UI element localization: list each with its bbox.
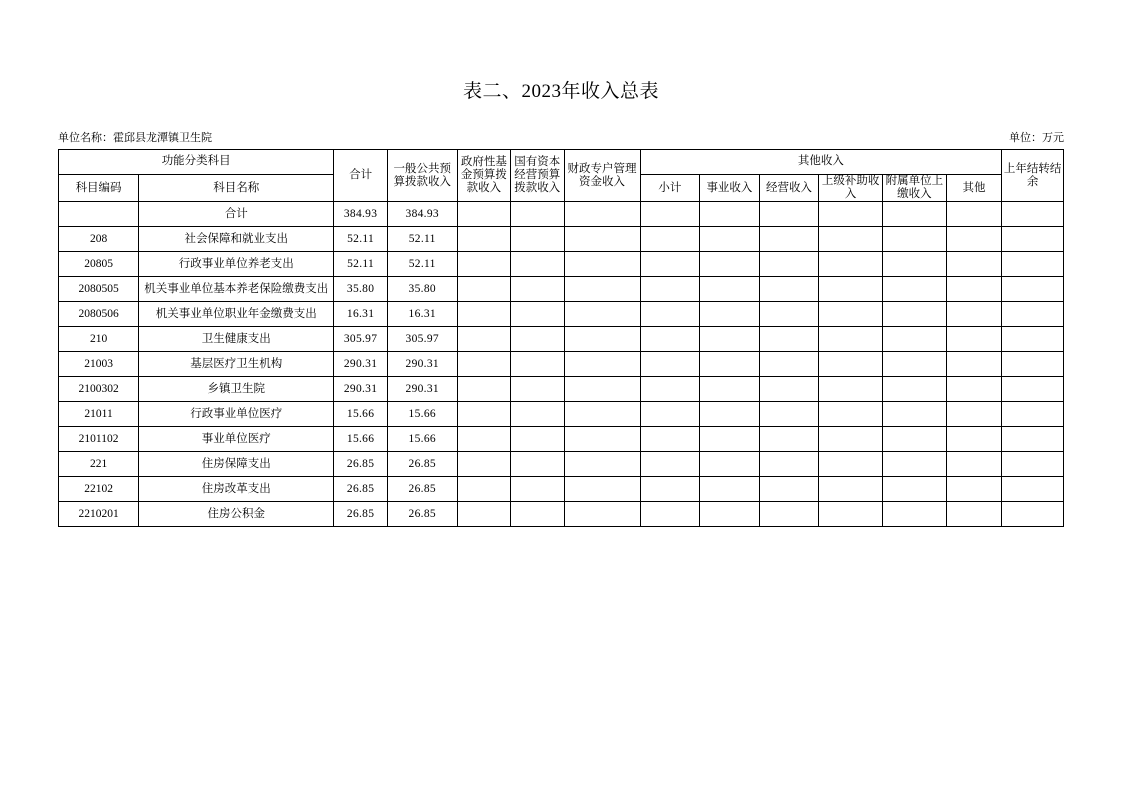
cell-other-business bbox=[700, 502, 760, 527]
cell-state-capital-budget bbox=[511, 377, 564, 402]
table-row bbox=[59, 402, 1064, 427]
cell-other-operating bbox=[759, 377, 819, 402]
cell-gov-fund-budget bbox=[457, 252, 510, 277]
cell-other-superior-subsidy bbox=[819, 202, 883, 227]
table-row bbox=[59, 202, 1064, 227]
cell-other-operating bbox=[759, 252, 819, 277]
cell-other-misc bbox=[946, 302, 1002, 327]
cell-other-subordinate-paid bbox=[883, 302, 947, 327]
cell-other-subtotal bbox=[640, 352, 700, 377]
cell-other-subtotal bbox=[640, 327, 700, 352]
cell-general-public-budget: 26.85 bbox=[387, 502, 457, 527]
cell-other-subtotal bbox=[640, 227, 700, 252]
cell-other-subtotal bbox=[640, 452, 700, 477]
cell-other-superior-subsidy bbox=[819, 377, 883, 402]
cell-other-business bbox=[700, 202, 760, 227]
table-row bbox=[59, 302, 1064, 327]
cell-prior-year-carryover bbox=[1002, 427, 1064, 452]
header-other-business: 事业收入 bbox=[700, 175, 760, 202]
cell-other-subordinate-paid bbox=[883, 502, 947, 527]
cell-subject-name: 机关事业单位基本养老保险缴费支出 bbox=[139, 277, 334, 302]
cell-other-subordinate-paid bbox=[883, 427, 947, 452]
cell-total: 26.85 bbox=[334, 477, 387, 502]
cell-other-misc bbox=[946, 277, 1002, 302]
cell-total: 35.80 bbox=[334, 277, 387, 302]
cell-other-business bbox=[700, 252, 760, 277]
table-row bbox=[59, 227, 1064, 252]
cell-general-public-budget: 15.66 bbox=[387, 427, 457, 452]
cell-gov-fund-budget bbox=[457, 427, 510, 452]
cell-general-public-budget: 26.85 bbox=[387, 452, 457, 477]
cell-other-superior-subsidy bbox=[819, 502, 883, 527]
cell-general-public-budget: 26.85 bbox=[387, 477, 457, 502]
cell-other-superior-subsidy bbox=[819, 277, 883, 302]
cell-other-subordinate-paid bbox=[883, 477, 947, 502]
cell-total: 290.31 bbox=[334, 377, 387, 402]
cell-code: 208 bbox=[59, 227, 139, 252]
cell-total: 384.93 bbox=[334, 202, 387, 227]
cell-general-public-budget: 15.66 bbox=[387, 402, 457, 427]
header-gov-fund-budget: 政府性基金预算拨款收入 bbox=[457, 150, 510, 202]
cell-code bbox=[59, 202, 139, 227]
cell-subject-name: 社会保障和就业支出 bbox=[139, 227, 334, 252]
cell-general-public-budget: 384.93 bbox=[387, 202, 457, 227]
cell-total: 16.31 bbox=[334, 302, 387, 327]
cell-other-misc bbox=[946, 402, 1002, 427]
cell-other-superior-subsidy bbox=[819, 402, 883, 427]
cell-gov-fund-budget bbox=[457, 452, 510, 477]
cell-other-operating bbox=[759, 302, 819, 327]
cell-prior-year-carryover bbox=[1002, 252, 1064, 277]
page-title: 表二、2023年收入总表 bbox=[462, 81, 659, 102]
cell-state-capital-budget bbox=[511, 327, 564, 352]
header-other-subtotal: 小计 bbox=[640, 175, 700, 202]
cell-fiscal-special-account bbox=[564, 452, 640, 477]
header-other-misc: 其他 bbox=[946, 175, 1002, 202]
cell-subject-name: 行政事业单位医疗 bbox=[139, 402, 334, 427]
cell-prior-year-carryover bbox=[1002, 277, 1064, 302]
header-other-subordinate-paid: 附属单位上缴收入 bbox=[883, 175, 947, 202]
cell-code: 221 bbox=[59, 452, 139, 477]
cell-total: 26.85 bbox=[334, 452, 387, 477]
cell-other-superior-subsidy bbox=[819, 252, 883, 277]
cell-other-misc bbox=[946, 227, 1002, 252]
cell-gov-fund-budget bbox=[457, 502, 510, 527]
cell-fiscal-special-account bbox=[564, 502, 640, 527]
table-row bbox=[59, 352, 1064, 377]
cell-other-misc bbox=[946, 427, 1002, 452]
header-prior-year-carryover: 上年结转结余 bbox=[1002, 150, 1064, 202]
cell-other-superior-subsidy bbox=[819, 477, 883, 502]
cell-gov-fund-budget bbox=[457, 352, 510, 377]
cell-other-misc bbox=[946, 327, 1002, 352]
cell-code: 21011 bbox=[59, 402, 139, 427]
cell-fiscal-special-account bbox=[564, 277, 640, 302]
table-row bbox=[59, 427, 1064, 452]
cell-gov-fund-budget bbox=[457, 227, 510, 252]
cell-other-business bbox=[700, 402, 760, 427]
cell-other-subordinate-paid bbox=[883, 227, 947, 252]
cell-state-capital-budget bbox=[511, 477, 564, 502]
cell-other-subordinate-paid bbox=[883, 252, 947, 277]
cell-gov-fund-budget bbox=[457, 327, 510, 352]
cell-other-business bbox=[700, 327, 760, 352]
cell-other-operating bbox=[759, 202, 819, 227]
cell-prior-year-carryover bbox=[1002, 302, 1064, 327]
cell-fiscal-special-account bbox=[564, 202, 640, 227]
cell-other-subordinate-paid bbox=[883, 277, 947, 302]
header-state-capital-budget: 国有资本经营预算拨款收入 bbox=[511, 150, 564, 202]
cell-subject-name: 基层医疗卫生机构 bbox=[139, 352, 334, 377]
cell-total: 52.11 bbox=[334, 252, 387, 277]
cell-other-business bbox=[700, 377, 760, 402]
cell-other-misc bbox=[946, 477, 1002, 502]
cell-other-subordinate-paid bbox=[883, 327, 947, 352]
unit-name-label: 单位名称：霍邱县龙潭镇卫生院 bbox=[58, 132, 212, 144]
header-code: 科目编码 bbox=[59, 175, 139, 202]
cell-prior-year-carryover bbox=[1002, 452, 1064, 477]
cell-other-operating bbox=[759, 502, 819, 527]
cell-subject-name: 住房改革支出 bbox=[139, 477, 334, 502]
cell-general-public-budget: 16.31 bbox=[387, 302, 457, 327]
cell-other-operating bbox=[759, 327, 819, 352]
header-general-public-budget: 一般公共预算拨款收入 bbox=[387, 150, 457, 202]
cell-state-capital-budget bbox=[511, 277, 564, 302]
cell-code: 20805 bbox=[59, 252, 139, 277]
cell-other-subtotal bbox=[640, 402, 700, 427]
cell-other-subtotal bbox=[640, 202, 700, 227]
cell-other-subordinate-paid bbox=[883, 377, 947, 402]
cell-prior-year-carryover bbox=[1002, 202, 1064, 227]
cell-other-business bbox=[700, 302, 760, 327]
cell-prior-year-carryover bbox=[1002, 402, 1064, 427]
cell-fiscal-special-account bbox=[564, 227, 640, 252]
cell-code: 21003 bbox=[59, 352, 139, 377]
cell-other-superior-subsidy bbox=[819, 327, 883, 352]
cell-other-misc bbox=[946, 252, 1002, 277]
cell-gov-fund-budget bbox=[457, 477, 510, 502]
cell-subject-name: 合计 bbox=[139, 202, 334, 227]
table-body bbox=[59, 202, 1064, 527]
cell-code: 2210201 bbox=[59, 502, 139, 527]
cell-code: 2080505 bbox=[59, 277, 139, 302]
cell-other-business bbox=[700, 227, 760, 252]
table-row bbox=[59, 502, 1064, 527]
header-name: 科目名称 bbox=[139, 175, 334, 202]
cell-state-capital-budget bbox=[511, 427, 564, 452]
cell-other-business bbox=[700, 427, 760, 452]
cell-state-capital-budget bbox=[511, 252, 564, 277]
cell-subject-name: 住房公积金 bbox=[139, 502, 334, 527]
cell-other-operating bbox=[759, 427, 819, 452]
cell-other-subtotal bbox=[640, 377, 700, 402]
cell-fiscal-special-account bbox=[564, 402, 640, 427]
cell-other-subtotal bbox=[640, 277, 700, 302]
cell-prior-year-carryover bbox=[1002, 227, 1064, 252]
cell-state-capital-budget bbox=[511, 227, 564, 252]
table-row bbox=[59, 452, 1064, 477]
unit-measure-label: 单位：万元 bbox=[1009, 132, 1064, 144]
cell-total: 305.97 bbox=[334, 327, 387, 352]
cell-other-superior-subsidy bbox=[819, 227, 883, 252]
cell-subject-name: 乡镇卫生院 bbox=[139, 377, 334, 402]
cell-fiscal-special-account bbox=[564, 477, 640, 502]
header-total: 合计 bbox=[334, 150, 387, 202]
cell-other-operating bbox=[759, 452, 819, 477]
cell-subject-name: 事业单位医疗 bbox=[139, 427, 334, 452]
cell-total: 26.85 bbox=[334, 502, 387, 527]
cell-general-public-budget: 305.97 bbox=[387, 327, 457, 352]
table-row bbox=[59, 252, 1064, 277]
cell-code: 22102 bbox=[59, 477, 139, 502]
cell-state-capital-budget bbox=[511, 352, 564, 377]
cell-subject-name: 机关事业单位职业年金缴费支出 bbox=[139, 302, 334, 327]
header-other-superior-subsidy: 上级补助收入 bbox=[819, 175, 883, 202]
cell-code: 2101102 bbox=[59, 427, 139, 452]
cell-fiscal-special-account bbox=[564, 427, 640, 452]
cell-general-public-budget: 290.31 bbox=[387, 352, 457, 377]
cell-other-business bbox=[700, 352, 760, 377]
cell-fiscal-special-account bbox=[564, 302, 640, 327]
cell-other-misc bbox=[946, 452, 1002, 477]
cell-total: 15.66 bbox=[334, 427, 387, 452]
cell-prior-year-carryover bbox=[1002, 502, 1064, 527]
table-row bbox=[59, 377, 1064, 402]
cell-other-superior-subsidy bbox=[819, 427, 883, 452]
cell-total: 290.31 bbox=[334, 352, 387, 377]
table-header-row-1 bbox=[59, 150, 1064, 175]
table-row bbox=[59, 477, 1064, 502]
table-row bbox=[59, 277, 1064, 302]
cell-gov-fund-budget bbox=[457, 402, 510, 427]
cell-fiscal-special-account bbox=[564, 252, 640, 277]
cell-prior-year-carryover bbox=[1002, 377, 1064, 402]
cell-other-misc bbox=[946, 352, 1002, 377]
cell-other-business bbox=[700, 277, 760, 302]
header-function-category: 功能分类科目 bbox=[59, 150, 334, 175]
cell-state-capital-budget bbox=[511, 452, 564, 477]
cell-state-capital-budget bbox=[511, 402, 564, 427]
cell-other-superior-subsidy bbox=[819, 452, 883, 477]
cell-other-subordinate-paid bbox=[883, 452, 947, 477]
cell-state-capital-budget bbox=[511, 202, 564, 227]
cell-subject-name: 行政事业单位养老支出 bbox=[139, 252, 334, 277]
cell-general-public-budget: 52.11 bbox=[387, 227, 457, 252]
cell-other-subordinate-paid bbox=[883, 402, 947, 427]
header-other-operating: 经营收入 bbox=[759, 175, 819, 202]
cell-code: 2100302 bbox=[59, 377, 139, 402]
cell-other-operating bbox=[759, 352, 819, 377]
header-other-income: 其他收入 bbox=[640, 150, 1002, 175]
cell-gov-fund-budget bbox=[457, 302, 510, 327]
cell-state-capital-budget bbox=[511, 302, 564, 327]
cell-fiscal-special-account bbox=[564, 327, 640, 352]
cell-prior-year-carryover bbox=[1002, 327, 1064, 352]
cell-subject-name: 卫生健康支出 bbox=[139, 327, 334, 352]
table-row bbox=[59, 327, 1064, 352]
header-fiscal-special-account: 财政专户管理资金收入 bbox=[564, 150, 640, 202]
cell-fiscal-special-account bbox=[564, 377, 640, 402]
cell-total: 15.66 bbox=[334, 402, 387, 427]
cell-code: 210 bbox=[59, 327, 139, 352]
cell-subject-name: 住房保障支出 bbox=[139, 452, 334, 477]
cell-other-subtotal bbox=[640, 427, 700, 452]
cell-other-subordinate-paid bbox=[883, 202, 947, 227]
cell-other-misc bbox=[946, 377, 1002, 402]
cell-other-subtotal bbox=[640, 252, 700, 277]
cell-general-public-budget: 290.31 bbox=[387, 377, 457, 402]
cell-other-subtotal bbox=[640, 477, 700, 502]
cell-other-subordinate-paid bbox=[883, 352, 947, 377]
cell-prior-year-carryover bbox=[1002, 352, 1064, 377]
cell-other-misc bbox=[946, 502, 1002, 527]
cell-other-operating bbox=[759, 227, 819, 252]
cell-gov-fund-budget bbox=[457, 202, 510, 227]
income-summary-table bbox=[58, 149, 1064, 527]
cell-other-subtotal bbox=[640, 302, 700, 327]
cell-other-operating bbox=[759, 277, 819, 302]
cell-gov-fund-budget bbox=[457, 377, 510, 402]
cell-total: 52.11 bbox=[334, 227, 387, 252]
cell-state-capital-budget bbox=[511, 502, 564, 527]
cell-fiscal-special-account bbox=[564, 352, 640, 377]
cell-prior-year-carryover bbox=[1002, 477, 1064, 502]
cell-other-misc bbox=[946, 202, 1002, 227]
cell-other-operating bbox=[759, 402, 819, 427]
cell-other-business bbox=[700, 452, 760, 477]
cell-other-business bbox=[700, 477, 760, 502]
cell-general-public-budget: 35.80 bbox=[387, 277, 457, 302]
cell-other-operating bbox=[759, 477, 819, 502]
cell-other-subtotal bbox=[640, 502, 700, 527]
cell-general-public-budget: 52.11 bbox=[387, 252, 457, 277]
cell-code: 2080506 bbox=[59, 302, 139, 327]
cell-gov-fund-budget bbox=[457, 277, 510, 302]
cell-other-superior-subsidy bbox=[819, 352, 883, 377]
cell-other-superior-subsidy bbox=[819, 302, 883, 327]
